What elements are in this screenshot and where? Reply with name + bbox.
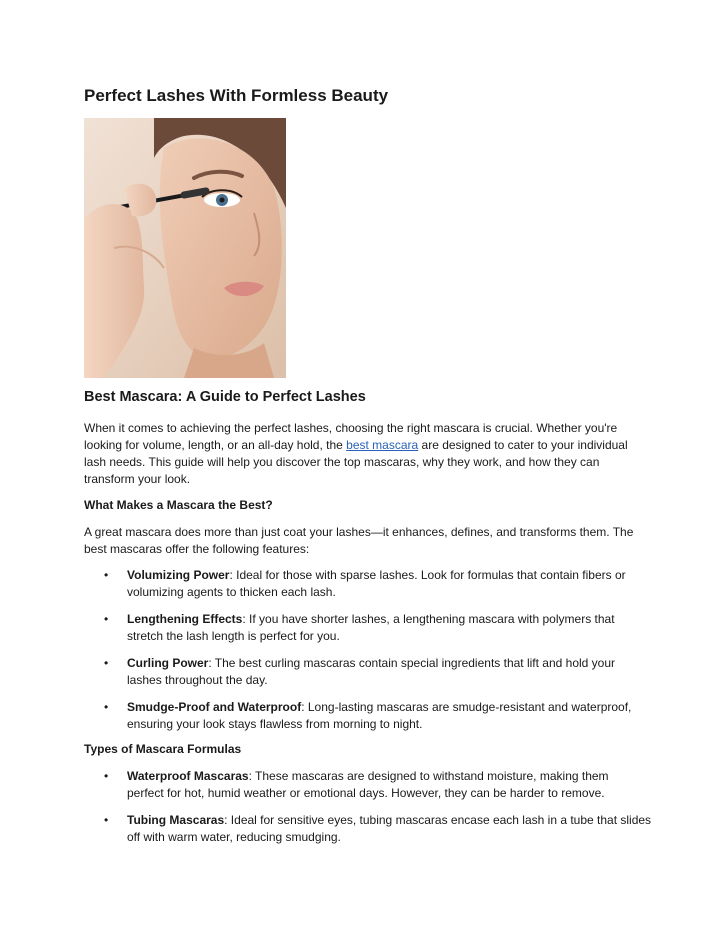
feature-text: stretch the lash length is perfect for you.: [127, 629, 340, 643]
bullet-icon: •: [104, 769, 109, 783]
feature-text: : Ideal for those with sparse lashes. Look for formulas that contain fibers or: [229, 568, 626, 582]
features-intro-line: best mascaras offer the following features:: [84, 542, 310, 556]
best-mascara-link[interactable]: best mascara: [346, 438, 419, 452]
type-text: : These mascaras are designed to withstand moisture, making them: [248, 769, 609, 783]
intro-text: are designed to cater to your individual: [418, 438, 628, 452]
intro-line: When it comes to achieving the perfect lashes, choosing the right mascara is crucial. Whether you're: [84, 421, 618, 435]
type-text: perfect for hot, humid weather or emotional days. However, they can be harder to remove.: [127, 786, 605, 800]
feature-label: Smudge-Proof and Waterproof: [127, 700, 302, 714]
intro-line: lash needs. This guide will help you discover the top mascaras, why they work, and how they can: [84, 455, 600, 469]
feature-text: lashes throughout the day.: [127, 673, 268, 687]
feature-text: ensuring your look stays flawless from morning to night.: [127, 717, 423, 731]
features-intro-line: A great mascara does more than just coat your lashes—it enhances, defines, and transforms them. The: [84, 525, 634, 539]
features-intro: [84, 524, 636, 558]
types-heading: Types of Mascara Formulas: [84, 742, 242, 756]
hero-image: [84, 118, 286, 378]
intro-line: [84, 437, 636, 454]
type-text: : Ideal for sensitive eyes, tubing mascaras encase each lash in a tube that slides: [224, 813, 652, 827]
bullet-icon: •: [104, 612, 109, 626]
woman-applying-mascara-photo: [84, 118, 286, 378]
feature-label: Lengthening Effects: [127, 612, 243, 626]
intro-line: transform your look.: [84, 472, 191, 486]
feature-text: : If you have shorter lashes, a lengthening mascara with polymers that: [242, 612, 615, 626]
feature-label: Curling Power: [127, 656, 209, 670]
intro-text: looking for volume, length, or an all-day hold, the: [84, 438, 347, 452]
feature-text: : The best curling mascaras contain special ingredients that lift and hold your: [208, 656, 616, 670]
features-heading: What Makes a Mascara the Best?: [84, 498, 273, 512]
feature-text: : Long-lasting mascaras are smudge-resistant and waterproof,: [301, 700, 632, 714]
section-heading: Best Mascara: A Guide to Perfect Lashes: [84, 389, 366, 405]
intro-paragraph: [84, 420, 636, 488]
bullet-icon: •: [104, 813, 109, 827]
type-label: Tubing Mascaras: [127, 813, 225, 827]
bullet-icon: •: [104, 700, 109, 714]
type-text: off with warm water, reducing smudging.: [127, 830, 341, 844]
bullet-icon: •: [104, 568, 109, 582]
feature-label: Volumizing Power: [127, 568, 230, 582]
bullet-icon: •: [104, 656, 109, 670]
page-title: Perfect Lashes With Formless Beauty: [84, 86, 389, 105]
type-label: Waterproof Mascaras: [127, 769, 249, 783]
feature-text: volumizing agents to thicken each lash.: [127, 585, 336, 599]
